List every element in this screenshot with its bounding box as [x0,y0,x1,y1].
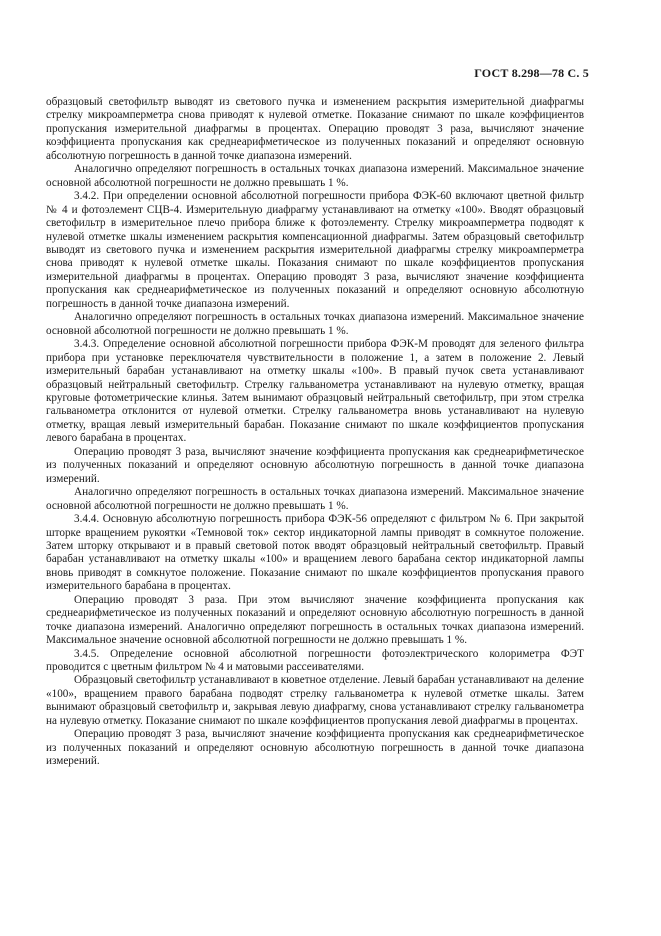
paragraph-section-3-4-3: 3.4.3. Определение основной абсолютной погрешности прибора ФЭК-М проводят для зеленого фильтра прибора при установке переключателя чувствительности в положение 1, а затем в положение 2. Левый измерительный барабан устанавливают на отметку шкалы «100». В правый пучок света устанавливают образцовый нейтральный светофильтр. Стрелку гальванометра устанавливают на нулевую отметку, вращая круговые фотометрические клинья. Затем вынимают образцовый нейтральный светофильтр, при этом стрелка гальванометра отклонится от нулевой отметки. Стрелку гальванометра вновь устанавливают на нулевую отметку, вращая левый измерительный барабан. Показание снимают по шкале коэффициентов пропускания левого барабана в процентах. [46,338,584,445]
paragraph: Аналогично определяют погрешность в остальных точках диапазона измерений. Максимальное значение основной абсолютной погрешности не должно превышать 1 %. [46,163,584,189]
paragraph: Аналогично определяют погрешность в остальных точках диапазона измерений. Максимальное значение основной абсолютной погрешности не должно превышать 1 %. [46,311,584,337]
paragraph-section-3-4-5: 3.4.5. Определение основной абсолютной погрешности фотоэлектрического колориметра ФЭТ проводится с цветным фильтром № 4 и матовыми рассеивателями. [46,647,584,674]
paragraph: Операцию проводят 3 раза, вычисляют значение коэффициента пропускания как среднеарифметическое из полученных показаний и определяют основную абсолютную погрешность в данной точке диапазона измерений. [46,445,584,485]
paragraph: образцовый светофильтр выводят из светового пучка и изменением раскрытия измерительной диафрагмы стрелку микроамперметра снова приводят к нулевой отметке. Показание снимают по шкале коэффициентов пропускания измерительной диафрагмы в процентах. Операцию проводят 3 раза, вычисляют значение коэффициента пропускания как среднеарифметическое из полученных показаний и определяют основную абсолютную погрешность в данной точке диапазона измерений. [46,96,584,162]
paragraph: Операцию проводят 3 раза, вычисляют значение коэффициента пропускания как среднеарифметическое из полученных показаний и определяют основную абсолютную погрешность в данной точке диапазона измерений. [46,728,584,768]
paragraph-section-3-4-4: 3.4.4. Основную абсолютную погрешность прибора ФЭК-56 определяют с фильтром № 6. При закрытой шторке вращением рукоятки «Темновой ток» сектор индикаторной лампы приводят в сомкнутое положение. Затем шторку открывают и в правый световой поток вводят образцовый нейтральный светофильтр. Правый барабан устанавливают на отметку шкалы «100» и вращением левого барабана сектор индикаторной лампы вновь приводят в сомкнутое положение. Показание снимают по шкале коэффициентов пропускания правого измерительного барабана в процентах. [46,513,584,593]
paragraph: Операцию проводят 3 раза. При этом вычисляют значение коэффициента пропускания как среднеарифметическое из полученных показаний и определяют основную абсолютную погрешность в данной точке диапазона измерений. Аналогично определяют погрешность в остальных точках диапазона измерений. Максимальное значение основной абсолютной погрешности не должно превышать 1 %. [46,593,584,647]
paragraph-section-3-4-2: 3.4.2. При определении основной абсолютной погрешности прибора ФЭК-60 включают цветной фильтр № 4 и фотоэлемент СЦВ-4. Измерительную диафрагму устанавливают на отметку «100». Вводят образцовый светофильтр в измерительное плечо прибора ближе к фотоэлементу. Стрелку микроамперметра подводят к нулевой отметке шкалы изменением раскрытия компенсационной диафрагмы. Затем образцовый светофильтр выводят из светового пучка и изменением раскрытия измерительной диафрагмы стрелку микроамперметра снова приводят к нулевой отметке шкалы. Показания снимают по шкале коэффициентов пропускания измерительной диафрагмы в процентах. Операцию проводят 3 раза, вычисляют значение коэффициента пропускания как среднеарифметическое из полученных показаний и определяют основную абсолютную погрешность в данной точке диапазона измерений. [46,190,584,310]
paragraph: Аналогично определяют погрешность в остальных точках диапазона измерений. Максимальное значение основной абсолютной погрешности не должно превышать 1 %. [46,486,584,512]
page-header: ГОСТ 8.298—78 С. 5 [474,66,589,80]
paragraph: Образцовый светофильтр устанавливают в кюветное отделение. Левый барабан устанавливают на деление «100», вращением правого барабана подводят стрелку гальванометра к нулевой отметке шкалы. Затем вынимают образцовый светофильтр и, закрывая левую диафрагму, снова устанавливают стрелку гальванометра на нулевую отметку. Показание снимают по шкале коэффициентов пропускания левой диафрагмы в процентах. [46,674,584,727]
body-text [46,96,584,769]
